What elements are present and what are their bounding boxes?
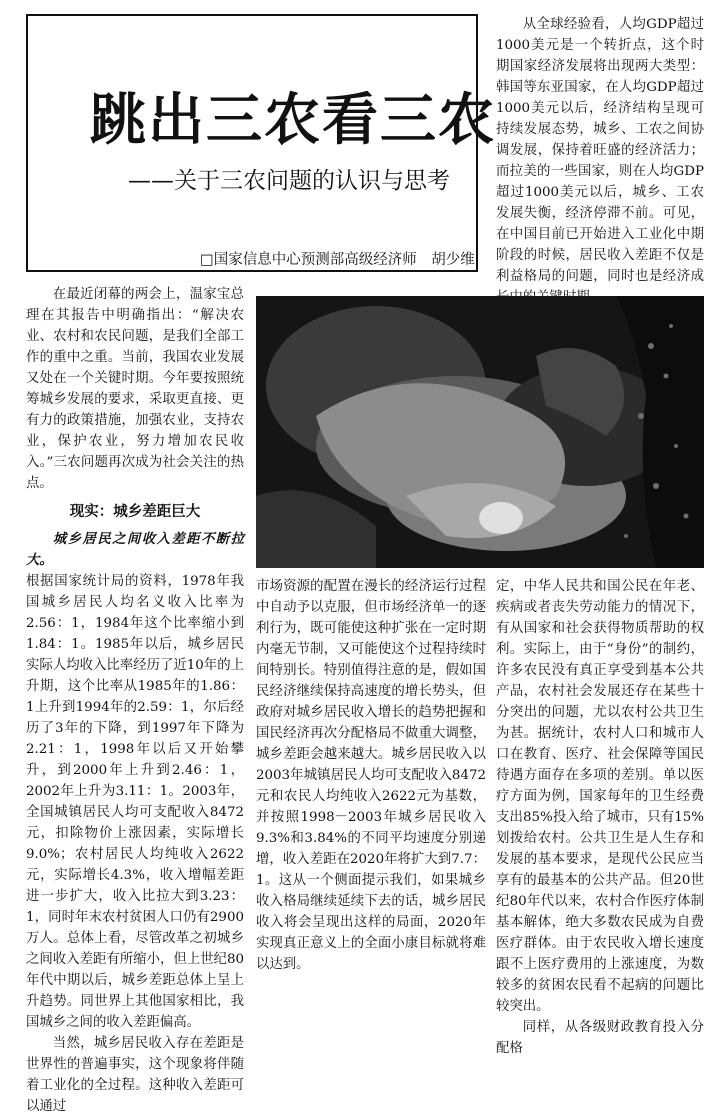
paragraph: 定，中华人民共和国公民在年老、疾病或者丧失劳动能力的情况下，有从国家和社会获得物质帮助的权利。实际上，由于“身份”的制约，许多农民没有真正享受到基本公共产品，农村社会发展还存在某些十分突出的问题，尤以农村公共卫生为甚。据统计，农村人口和城市人口在教育、医疗、社会保障等国民待遇方面存在多项的差别。单以医疗方面为例，国家每年的卫生经费支出85%投入给了城市，只有15%划拨给农村。公共卫生是人生存和发展的基本要求，是现代公民应当享有的最基本的公共产品。但20世纪80年代以来，农村合作医疗体制基本解体，绝大多数农民成为自费医疗群体。由于农民收入增长速度跟不上医疗费用的上涨速度，为数较多的贫困农民看不起病的问题比较突出。	[496, 579, 704, 1014]
section-heading: 现实：城乡差距巨大	[69, 504, 201, 520]
paragraph: 从全球经验看，人均GDP超过1000美元是一个转折点，这个时期国家经济发展将出现两大类型：韩国等东亚国家，在人均GDP超过1000美元以后，经济结构呈现可持续发展态势，城乡、工农之间协调发展，保持着旺盛的经济活力；而拉美的一些国家，则在人均GDP超过1000美元以后，城乡、工农发展失衡，经济停滞不前。可见，在中国目前已开始进入工业化中期阶段的时候，居民收入差距不仅是利益格局的问题，同时也是经济成	[496, 17, 704, 284]
page-subtitle: ——关于三农问题的认识与思考	[128, 168, 450, 194]
paragraph: 同样，从各级财政教育投入分配格	[496, 1020, 704, 1056]
title-box	[26, 14, 496, 272]
author-byline: □国家信息中心预测部高级经济师 胡少维	[200, 252, 475, 268]
lead-phrase: 城乡居民之间收入差距不断拉大。	[26, 531, 244, 568]
column-middle	[256, 576, 486, 972]
article-photo	[256, 296, 704, 568]
paragraph: 市场资源的配置在漫长的经济运行过程中自动予以克服，但市场经济单一的逐利行为，既可能使这种扩张在一定时期内毫无节制，又可能使这个过程持续时间特别长。特别值得注意的是，假如国民经济继续保持高速度的增长势头，但政府对城乡居民收入增长的趋势把握和国民经济再次分配格局不做重大调整，城乡差距会越来越大。城乡居民收入以2003年城镇居民人均可支配收入8472元和农民人均纯收入2622元为基数，并按照1998－2003年城乡居民收入9.3%和3.84%的不同平均速度分别递增，收入差距在2020年将扩大到7.7：1。这从一个侧面提示我们，如果城乡收入格局继续延续下去的话，城乡居民收入将会呈现出这样的局面，2020年实现真正意义上的全面小康目标就将难以达到。	[256, 579, 486, 972]
column-left	[26, 284, 244, 1114]
intro-paragraph: 在最近闭幕的两会上，温家宝总理在其报告中明确指出：“解决农业、农村和农民问题，是我们全部工作的重中之重。当前，我国农业发展又处在一个关键时期。今年要按照统筹城乡发展的要求，采取更直接、更有力的政策措施，加强农业，支持农业，保护农业，努力增加农民收入。”三农问题再次成为社会关注的热点。	[26, 287, 244, 491]
photo-hands-illustration	[256, 296, 704, 568]
column-right-top	[496, 14, 704, 289]
paragraph: 当然，城乡居民收入存在差距是世界性的普遍事实，这个现象将伴随着工业化的全过程。这种收入差距可以通过	[26, 1036, 244, 1114]
page-title: 跳出三农看三农	[90, 88, 496, 153]
paragraph: 根据国家统计局的资料，1978年我国城乡居民人均名义收入比率为2.56：1，1984年这个比率缩小到1.84：1。1985年以后，城乡居民实际人均收入比率经历了近10年的上升期，这个比率从1985年的1.86：1上升到1994年的2.59：1，尔后经历了3年的下降，到1997年下降为2.21：1，1998年以后又开始攀升，到2000年上升到2.46：1，2002年上升为3.11：1。2003年，全国城镇居民人均可支配收入8472元，扣除物价上涨因素，实际增长9.0%；农村居民人均纯收入2622元，实际增长4.3%，收入增幅差距进一步扩大，收入比拉大到3.23：1，同时年末农村贫困人口仍有2900万人。总体上看，尽管改革之初城乡之间收入差距有所缩小，但上世纪80年代中期以后，城乡差距总体上呈上升趋势。同世界上其他国家相比，我国城乡之间的收入差距偏高。	[26, 574, 244, 1030]
column-right-bottom	[496, 576, 704, 1056]
